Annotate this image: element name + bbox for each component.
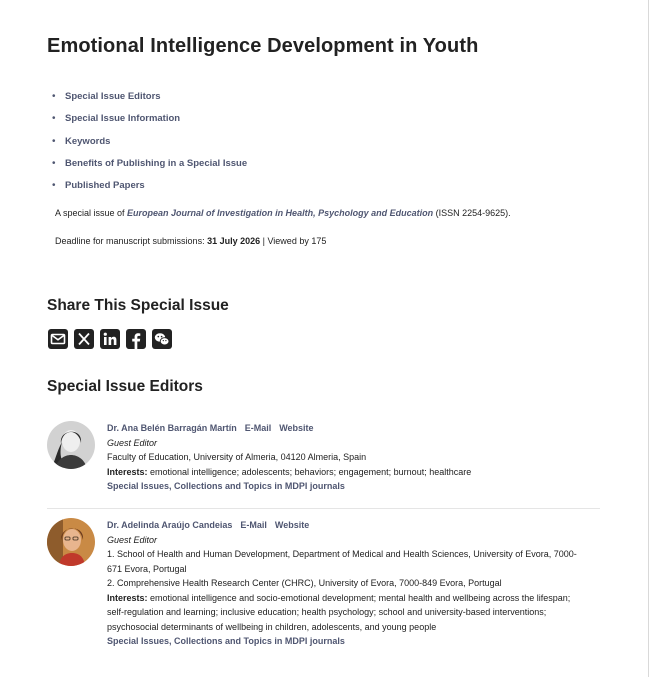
- collections-link[interactable]: Special Issues, Collections and Topics in MDPI journals: [107, 481, 345, 491]
- editor-affiliation: 1. School of Health and Human Development, Department of Medical and Health Sciences, University of Evora, 7000-671 Evora, Portugal: [107, 549, 577, 574]
- deadline-label: Deadline for manuscript submissions:: [55, 236, 208, 246]
- nav-item: [47, 112, 247, 134]
- facebook-icon[interactable]: [125, 328, 147, 350]
- editor-interests: [107, 591, 587, 635]
- wechat-icon[interactable]: [151, 328, 173, 350]
- editor-affiliation: 2. Comprehensive Health Research Center (CHRC), University of Evora, 7000-849 Evora, Portugal: [107, 578, 502, 588]
- bullet-icon: •: [52, 113, 56, 125]
- page-edge-rule: [648, 0, 649, 677]
- editor-entry: [47, 518, 602, 658]
- email-link[interactable]: E-Mail: [240, 520, 267, 530]
- editor-name[interactable]: Dr. Ana Belén Barragán Martín: [107, 423, 237, 433]
- deadline-date: 31 July 2026: [207, 236, 261, 246]
- interests-text: emotional intelligence and socio-emotional development; mental health and wellbeing across the lifespan; self-regulation and learning; inclusive education; health psychology; school and university-based interventions; psychosocial determinants of wellbeing in children, adolescents, and young people: [107, 592, 571, 632]
- editor-entry: [47, 421, 602, 501]
- bullet-icon: •: [52, 157, 56, 169]
- editor-info: [107, 421, 587, 494]
- journal-info: [55, 208, 511, 218]
- section-nav: [47, 90, 247, 201]
- editor-divider: [47, 508, 600, 509]
- deadline-info: [55, 236, 326, 246]
- editor-name-line: [107, 518, 587, 533]
- editor-name[interactable]: Dr. Adelinda Araújo Candeias: [107, 520, 233, 530]
- nav-link-keywords[interactable]: Keywords: [65, 135, 111, 147]
- bullet-icon: •: [52, 135, 56, 147]
- editor-name-line: [107, 421, 587, 436]
- email-link[interactable]: E-Mail: [244, 423, 272, 433]
- issn-text: (ISSN 2254-9625).: [433, 208, 511, 218]
- nav-item: [47, 157, 247, 179]
- editor-affiliation: Faculty of Education, University of Almeria, 04120 Almeria, Spain: [107, 452, 367, 462]
- interests-text: emotional intelligence; adolescents; behaviors; engagement; burnout; healthcare: [147, 466, 472, 477]
- website-link[interactable]: Website: [274, 520, 310, 530]
- issue-prefix-text: A special issue of: [55, 208, 128, 218]
- bullet-icon: •: [52, 180, 56, 192]
- bullet-icon: •: [52, 91, 56, 102]
- nav-link-published-papers[interactable]: Published Papers: [65, 180, 145, 192]
- linkedin-icon[interactable]: [99, 328, 121, 350]
- collections-link[interactable]: Special Issues, Collections and Topics in MDPI journals: [107, 636, 345, 646]
- editor-info: [107, 518, 587, 649]
- interests-label: Interests:: [107, 592, 148, 603]
- x-icon[interactable]: [73, 328, 95, 350]
- view-count: | Viewed by 175: [260, 236, 327, 246]
- journal-link[interactable]: European Journal of Investigation in Health, Psychology and Education: [127, 208, 434, 218]
- nav-item: [47, 90, 247, 112]
- email-icon[interactable]: [47, 328, 69, 350]
- editors-heading: Special Issue Editors: [47, 378, 203, 395]
- avatar: [47, 421, 95, 469]
- share-heading: Share This Special Issue: [47, 297, 229, 314]
- website-link[interactable]: Website: [279, 423, 314, 433]
- nav-link-information[interactable]: Special Issue Information: [65, 113, 181, 125]
- share-buttons: [47, 328, 173, 350]
- editor-interests: [107, 465, 587, 480]
- editor-role: Guest Editor: [107, 437, 158, 448]
- interests-label: Interests:: [107, 466, 148, 477]
- nav-item: [47, 179, 247, 201]
- avatar: [47, 518, 95, 566]
- editor-role: Guest Editor: [107, 534, 158, 545]
- page-title: Emotional Intelligence Development in Youth: [47, 35, 479, 57]
- nav-item: [47, 135, 247, 157]
- nav-link-editors[interactable]: Special Issue Editors: [65, 91, 161, 102]
- nav-link-benefits[interactable]: Benefits of Publishing in a Special Issue: [65, 157, 248, 169]
